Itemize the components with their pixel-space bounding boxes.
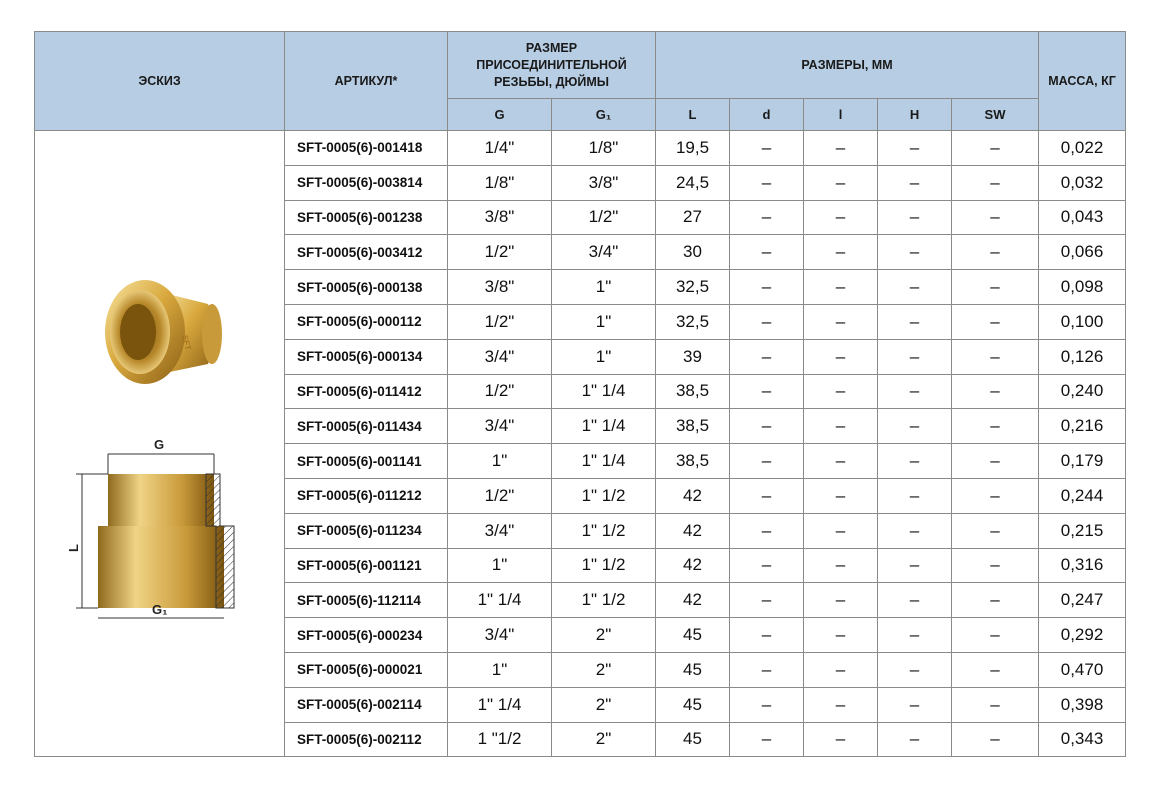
- cell-l: 27: [656, 200, 730, 235]
- cell-sw: –: [952, 131, 1039, 166]
- cell-h: –: [878, 409, 952, 444]
- cell-art: SFT-0005(6)-011434: [285, 409, 448, 444]
- cell-l: 19,5: [656, 131, 730, 166]
- cell-d: –: [730, 548, 804, 583]
- cell-h: –: [878, 339, 952, 374]
- cell-l: –: [804, 618, 878, 653]
- fitting-photo: [90, 264, 230, 394]
- cell-g: 3/8": [448, 200, 552, 235]
- cell-d: –: [730, 618, 804, 653]
- cell-g1: 2": [552, 618, 656, 653]
- header-article: АРТИКУЛ*: [285, 32, 448, 131]
- cell-l: 42: [656, 548, 730, 583]
- cell-mass: 0,043: [1039, 200, 1126, 235]
- cell-g1: 2": [552, 652, 656, 687]
- cell-sw: –: [952, 409, 1039, 444]
- cell-g: 1" 1/4: [448, 687, 552, 722]
- cell-l: 30: [656, 235, 730, 270]
- cell-h: –: [878, 304, 952, 339]
- cell-g: 1/2": [448, 374, 552, 409]
- cell-sw: –: [952, 722, 1039, 757]
- cell-l: 42: [656, 478, 730, 513]
- header-h: H: [878, 99, 952, 131]
- cell-d: –: [730, 131, 804, 166]
- cell-mass: 0,244: [1039, 478, 1126, 513]
- cell-l: 32,5: [656, 270, 730, 305]
- cell-d: –: [730, 513, 804, 548]
- cell-mass: 0,316: [1039, 548, 1126, 583]
- cell-mass: 0,398: [1039, 687, 1126, 722]
- cell-art: SFT-0005(6)-000138: [285, 270, 448, 305]
- svg-text:SFT: SFT: [179, 333, 193, 351]
- cell-d: –: [730, 339, 804, 374]
- cell-h: –: [878, 722, 952, 757]
- cell-l: 45: [656, 652, 730, 687]
- cell-d: –: [730, 652, 804, 687]
- cell-g: 3/4": [448, 339, 552, 374]
- cell-art: SFT-0005(6)-002114: [285, 687, 448, 722]
- cell-mass: 0,098: [1039, 270, 1126, 305]
- cell-h: –: [878, 513, 952, 548]
- cell-g: 1/2": [448, 304, 552, 339]
- cell-sw: –: [952, 304, 1039, 339]
- cell-g: 1" 1/4: [448, 583, 552, 618]
- sketch-images: [35, 264, 284, 624]
- header-l-length: L: [656, 99, 730, 131]
- cell-l: –: [804, 478, 878, 513]
- cell-sw: –: [952, 478, 1039, 513]
- cell-l: –: [804, 374, 878, 409]
- cell-d: –: [730, 165, 804, 200]
- cell-d: –: [730, 304, 804, 339]
- cell-art: SFT-0005(6)-003814: [285, 165, 448, 200]
- cell-g: 3/4": [448, 618, 552, 653]
- header-dimensions: РАЗМЕРЫ, ММ: [656, 32, 1039, 99]
- cell-g: 3/4": [448, 513, 552, 548]
- cell-sw: –: [952, 444, 1039, 479]
- cell-sw: –: [952, 513, 1039, 548]
- cell-h: –: [878, 200, 952, 235]
- cell-l: –: [804, 270, 878, 305]
- cell-g: 1/4": [448, 131, 552, 166]
- cell-g1: 1": [552, 339, 656, 374]
- drawing-label-g1: G₁: [151, 601, 167, 617]
- cell-l: –: [804, 444, 878, 479]
- cell-d: –: [730, 687, 804, 722]
- cell-art: SFT-0005(6)-011412: [285, 374, 448, 409]
- table-body: [35, 131, 1126, 757]
- cell-l: –: [804, 235, 878, 270]
- cell-art: SFT-0005(6)-001238: [285, 200, 448, 235]
- cell-l: 38,5: [656, 409, 730, 444]
- cell-h: –: [878, 165, 952, 200]
- cell-g: 1/2": [448, 478, 552, 513]
- cell-g: 3/8": [448, 270, 552, 305]
- cell-g1: 1" 1/2: [552, 548, 656, 583]
- cell-h: –: [878, 583, 952, 618]
- cell-d: –: [730, 478, 804, 513]
- cell-l: –: [804, 409, 878, 444]
- spec-table: [34, 31, 1126, 757]
- cell-mass: 0,179: [1039, 444, 1126, 479]
- cell-mass: 0,292: [1039, 618, 1126, 653]
- cell-mass: 0,240: [1039, 374, 1126, 409]
- cell-h: –: [878, 618, 952, 653]
- cell-g: 1": [448, 444, 552, 479]
- cell-h: –: [878, 652, 952, 687]
- cell-d: –: [730, 374, 804, 409]
- cell-d: –: [730, 270, 804, 305]
- cell-d: –: [730, 722, 804, 757]
- cell-h: –: [878, 548, 952, 583]
- cell-l: –: [804, 548, 878, 583]
- cell-mass: 0,032: [1039, 165, 1126, 200]
- cell-l: –: [804, 583, 878, 618]
- cell-art: SFT-0005(6)-001121: [285, 548, 448, 583]
- cell-l: –: [804, 652, 878, 687]
- cell-art: SFT-0005(6)-000134: [285, 339, 448, 374]
- cell-h: –: [878, 478, 952, 513]
- cell-sw: –: [952, 583, 1039, 618]
- table-header: [35, 32, 1126, 131]
- cell-art: SFT-0005(6)-000112: [285, 304, 448, 339]
- cell-l: –: [804, 687, 878, 722]
- cell-mass: 0,126: [1039, 339, 1126, 374]
- cell-l: –: [804, 304, 878, 339]
- cell-g1: 3/4": [552, 235, 656, 270]
- cell-l: 24,5: [656, 165, 730, 200]
- cell-art: SFT-0005(6)-112114: [285, 583, 448, 618]
- cell-l: 42: [656, 583, 730, 618]
- cell-g1: 1/8": [552, 131, 656, 166]
- cell-h: –: [878, 444, 952, 479]
- header-d: d: [730, 99, 804, 131]
- cell-l: 38,5: [656, 374, 730, 409]
- cell-g1: 1" 1/4: [552, 444, 656, 479]
- cell-art: SFT-0005(6)-001141: [285, 444, 448, 479]
- cell-mass: 0,247: [1039, 583, 1126, 618]
- cell-g: 1": [448, 652, 552, 687]
- header-mass: МАССА, КГ: [1039, 32, 1126, 131]
- drawing-label-l: L: [65, 543, 81, 552]
- cell-h: –: [878, 235, 952, 270]
- cell-g: 1": [448, 548, 552, 583]
- cell-l: 45: [656, 618, 730, 653]
- cell-art: SFT-0005(6)-011212: [285, 478, 448, 513]
- cell-mass: 0,470: [1039, 652, 1126, 687]
- cell-g: 3/4": [448, 409, 552, 444]
- drawing-label-g: G: [153, 436, 164, 452]
- cell-sw: –: [952, 270, 1039, 305]
- cell-mass: 0,022: [1039, 131, 1126, 166]
- cell-g1: 1" 1/2: [552, 478, 656, 513]
- cell-l: –: [804, 513, 878, 548]
- cell-g1: 1": [552, 304, 656, 339]
- cell-l: 45: [656, 722, 730, 757]
- cell-mass: 0,100: [1039, 304, 1126, 339]
- cell-sw: –: [952, 618, 1039, 653]
- fitting-drawing: [65, 434, 250, 624]
- cell-sw: –: [952, 200, 1039, 235]
- header-l-small: l: [804, 99, 878, 131]
- cell-d: –: [730, 409, 804, 444]
- cell-l: –: [804, 339, 878, 374]
- cell-g1: 1" 1/4: [552, 409, 656, 444]
- cell-l: 45: [656, 687, 730, 722]
- cell-art: SFT-0005(6)-000234: [285, 618, 448, 653]
- cell-l: 32,5: [656, 304, 730, 339]
- cell-d: –: [730, 583, 804, 618]
- cell-g1: 1": [552, 270, 656, 305]
- cell-l: –: [804, 131, 878, 166]
- header-g: G: [448, 99, 552, 131]
- header-g1: G₁: [552, 99, 656, 131]
- cell-sw: –: [952, 548, 1039, 583]
- cell-mass: 0,216: [1039, 409, 1126, 444]
- cell-d: –: [730, 235, 804, 270]
- cell-sw: –: [952, 235, 1039, 270]
- cell-l: 39: [656, 339, 730, 374]
- cell-h: –: [878, 374, 952, 409]
- cell-g1: 1/2": [552, 200, 656, 235]
- cell-g1: 3/8": [552, 165, 656, 200]
- cell-art: SFT-0005(6)-000021: [285, 652, 448, 687]
- cell-g1: 1" 1/2: [552, 583, 656, 618]
- cell-g1: 1" 1/4: [552, 374, 656, 409]
- cell-g: 1 "1/2: [448, 722, 552, 757]
- cell-l: –: [804, 722, 878, 757]
- cell-art: SFT-0005(6)-003412: [285, 235, 448, 270]
- header-sw: SW: [952, 99, 1039, 131]
- cell-sw: –: [952, 652, 1039, 687]
- table-row: [35, 131, 1126, 166]
- cell-l: 42: [656, 513, 730, 548]
- header-thread-size: РАЗМЕР ПРИСОЕДИНИТЕЛЬНОЙ РЕЗЬБЫ, ДЮЙМЫ: [448, 32, 656, 99]
- cell-mass: 0,066: [1039, 235, 1126, 270]
- cell-g1: 2": [552, 687, 656, 722]
- sketch-cell: [35, 131, 285, 757]
- cell-g1: 2": [552, 722, 656, 757]
- cell-art: SFT-0005(6)-001418: [285, 131, 448, 166]
- cell-g: 1/8": [448, 165, 552, 200]
- cell-l: 38,5: [656, 444, 730, 479]
- cell-sw: –: [952, 339, 1039, 374]
- cell-sw: –: [952, 165, 1039, 200]
- cell-mass: 0,215: [1039, 513, 1126, 548]
- cell-art: SFT-0005(6)-002112: [285, 722, 448, 757]
- cell-h: –: [878, 687, 952, 722]
- cell-art: SFT-0005(6)-011234: [285, 513, 448, 548]
- cell-l: –: [804, 200, 878, 235]
- cell-mass: 0,343: [1039, 722, 1126, 757]
- cell-h: –: [878, 131, 952, 166]
- header-sketch: ЭСКИЗ: [35, 32, 285, 131]
- cell-d: –: [730, 200, 804, 235]
- cell-l: –: [804, 165, 878, 200]
- cell-g1: 1" 1/2: [552, 513, 656, 548]
- cell-sw: –: [952, 687, 1039, 722]
- cell-sw: –: [952, 374, 1039, 409]
- cell-g: 1/2": [448, 235, 552, 270]
- cell-h: –: [878, 270, 952, 305]
- cell-d: –: [730, 444, 804, 479]
